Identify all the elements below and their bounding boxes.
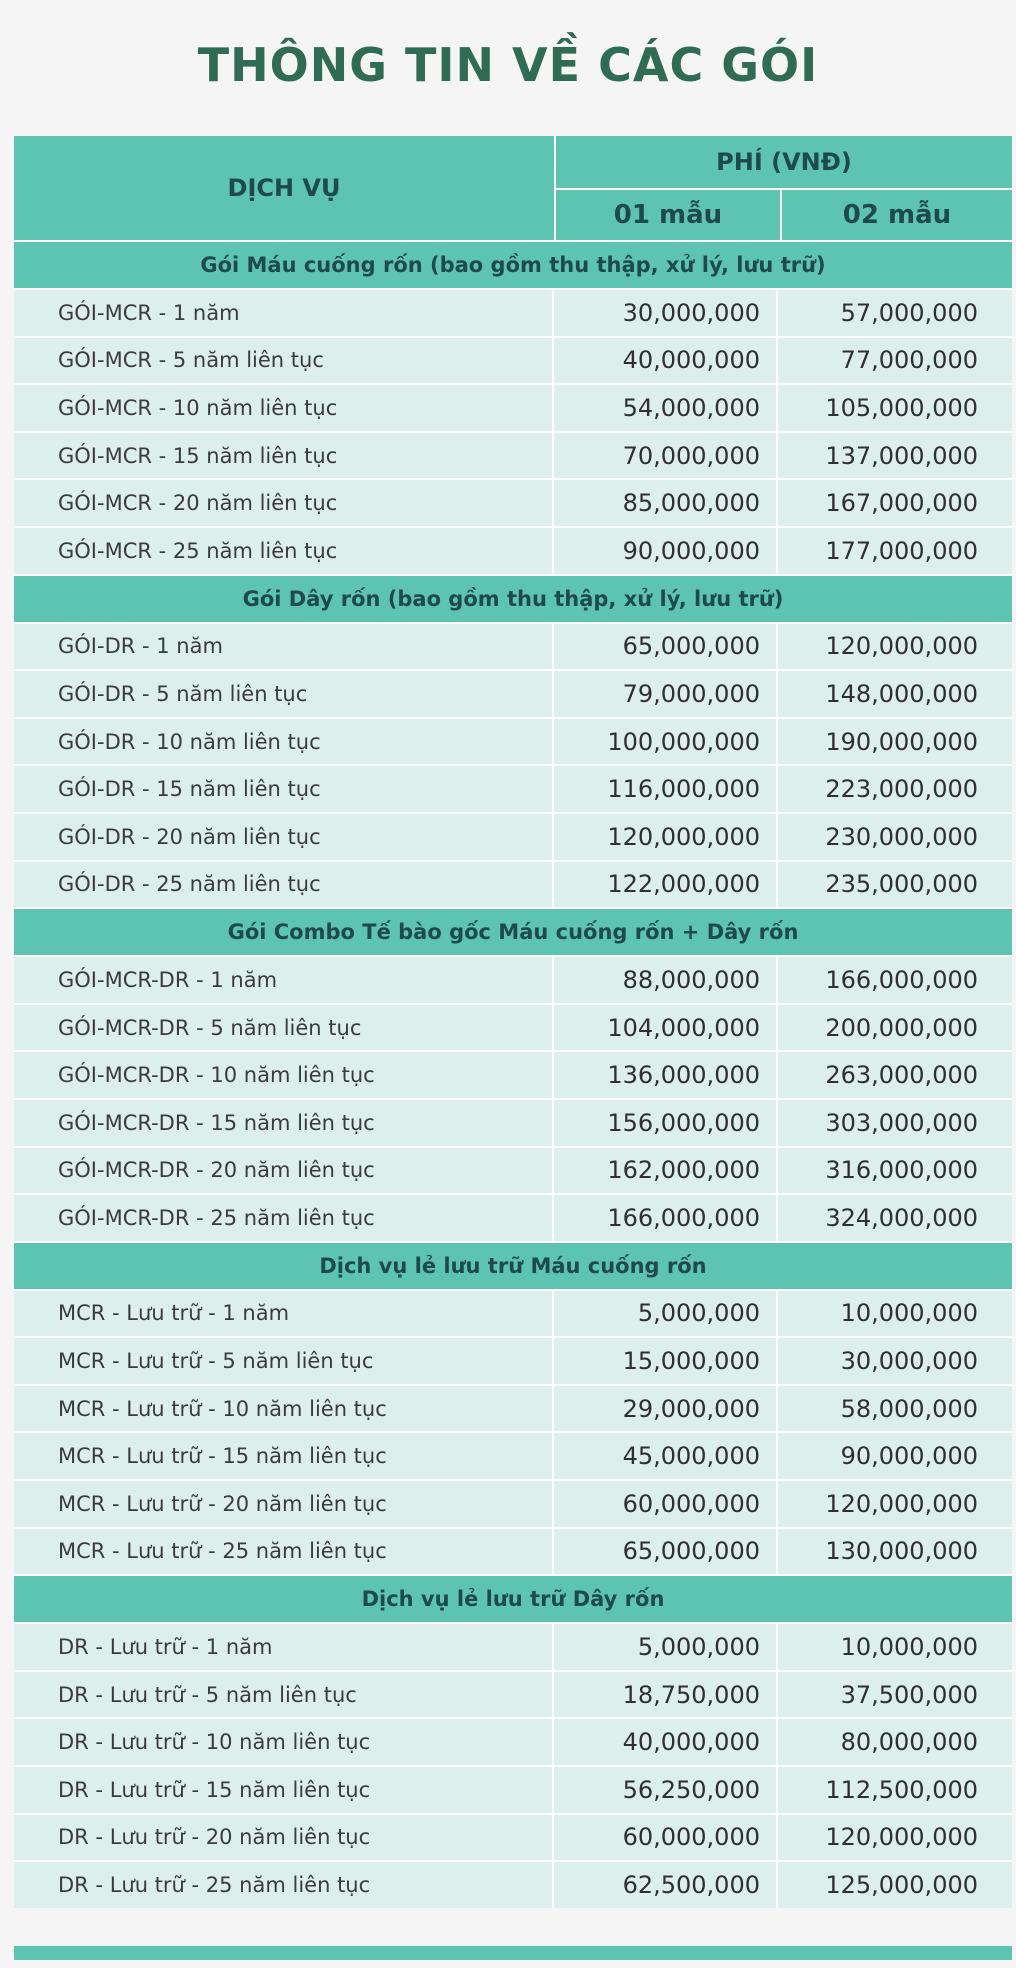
service-name-cell: DR - Lưu trữ - 20 năm liên tục bbox=[14, 1815, 554, 1861]
price-1-sample-cell: 104,000,000 bbox=[554, 1005, 778, 1051]
price-2-sample-cell: 80,000,000 bbox=[840, 1728, 978, 1757]
table-row bbox=[14, 1336, 1012, 1384]
table-row bbox=[14, 764, 1012, 812]
table-row bbox=[14, 955, 1012, 1003]
price-2-sample-cell: 105,000,000 bbox=[825, 393, 978, 422]
price-2-sample-cell: 125,000,000 bbox=[825, 1871, 978, 1900]
table-row bbox=[14, 1003, 1012, 1051]
table-row bbox=[14, 431, 1012, 479]
table-row bbox=[14, 288, 1012, 336]
table-row bbox=[14, 1384, 1012, 1432]
service-name-cell: GÓI-DR - 20 năm liên tục bbox=[14, 814, 554, 860]
table-row bbox=[14, 478, 1012, 526]
table-row bbox=[14, 1860, 1012, 1908]
price-2-sample-cell: 148,000,000 bbox=[825, 679, 978, 708]
price-2-sample-cell: 37,500,000 bbox=[840, 1680, 978, 1709]
price-2-sample-cell: 230,000,000 bbox=[825, 822, 978, 851]
service-name-cell: GÓI-MCR-DR - 15 năm liên tục bbox=[14, 1100, 554, 1146]
price-table bbox=[14, 136, 1012, 1908]
price-1-sample-cell: 40,000,000 bbox=[554, 1719, 778, 1765]
table-row bbox=[14, 1670, 1012, 1718]
price-1-sample-cell: 116,000,000 bbox=[554, 766, 778, 812]
service-name-cell: GÓI-MCR-DR - 5 năm liên tục bbox=[14, 1005, 554, 1051]
price-1-sample-cell: 70,000,000 bbox=[554, 433, 778, 479]
price-1-sample-cell: 166,000,000 bbox=[554, 1195, 778, 1241]
price-1-sample-cell: 162,000,000 bbox=[554, 1148, 778, 1194]
price-2-sample-cell: 57,000,000 bbox=[840, 298, 978, 327]
page-title: THÔNG TIN VỀ CÁC GÓI bbox=[197, 38, 819, 92]
price-2-sample-cell: 120,000,000 bbox=[825, 632, 978, 661]
price-1-sample-cell: 79,000,000 bbox=[554, 671, 778, 717]
table-row bbox=[14, 1765, 1012, 1813]
service-name-cell: DR - Lưu trữ - 10 năm liên tục bbox=[14, 1719, 554, 1765]
table-row bbox=[14, 1289, 1012, 1337]
price-2-sample-cell: 190,000,000 bbox=[825, 727, 978, 756]
price-1-sample-cell: 30,000,000 bbox=[554, 290, 778, 336]
table-row bbox=[14, 1431, 1012, 1479]
service-name-cell: GÓI-MCR - 1 năm bbox=[14, 290, 554, 336]
price-1-sample-cell: 5,000,000 bbox=[554, 1291, 778, 1337]
price-2-sample-cell: 10,000,000 bbox=[840, 1299, 978, 1328]
table-row bbox=[14, 1050, 1012, 1098]
service-name-cell: DR - Lưu trữ - 5 năm liên tục bbox=[14, 1672, 554, 1718]
price-2-sample-cell: 130,000,000 bbox=[825, 1537, 978, 1566]
table-row bbox=[14, 383, 1012, 431]
price-1-sample-cell: 15,000,000 bbox=[554, 1338, 778, 1384]
section-header: Gói Dây rốn (bao gồm thu thập, xử lý, lưu trữ) bbox=[14, 574, 1012, 622]
table-row bbox=[14, 1146, 1012, 1194]
service-name-cell: GÓI-MCR - 5 năm liên tục bbox=[14, 338, 554, 384]
price-1-sample-cell: 65,000,000 bbox=[554, 1529, 778, 1575]
price-2-sample-cell: 177,000,000 bbox=[825, 536, 978, 565]
service-name-cell: GÓI-MCR-DR - 25 năm liên tục bbox=[14, 1195, 554, 1241]
service-name-cell: MCR - Lưu trữ - 25 năm liên tục bbox=[14, 1529, 554, 1575]
price-1-sample-cell: 85,000,000 bbox=[554, 480, 778, 526]
header-service: DỊCH VỤ bbox=[14, 136, 556, 240]
price-1-sample-cell: 100,000,000 bbox=[554, 719, 778, 765]
price-2-sample-cell: 263,000,000 bbox=[825, 1061, 978, 1090]
price-1-sample-cell: 54,000,000 bbox=[554, 385, 778, 431]
service-name-cell: MCR - Lưu trữ - 1 năm bbox=[14, 1291, 554, 1337]
price-2-sample-cell: 166,000,000 bbox=[825, 965, 978, 994]
price-1-sample-cell: 60,000,000 bbox=[554, 1815, 778, 1861]
section-header: Dịch vụ lẻ lưu trữ Dây rốn bbox=[14, 1574, 1012, 1622]
price-1-sample-cell: 122,000,000 bbox=[554, 862, 778, 908]
price-2-sample-cell: 58,000,000 bbox=[840, 1394, 978, 1423]
price-2-sample-cell: 137,000,000 bbox=[825, 441, 978, 470]
header-sample-2: 02 mẫu bbox=[842, 200, 952, 230]
service-name-cell: MCR - Lưu trữ - 10 năm liên tục bbox=[14, 1386, 554, 1432]
price-2-sample-cell: 10,000,000 bbox=[840, 1633, 978, 1662]
table-row bbox=[14, 1622, 1012, 1670]
service-name-cell: GÓI-MCR - 15 năm liên tục bbox=[14, 433, 554, 479]
price-2-sample-cell: 112,500,000 bbox=[825, 1775, 978, 1804]
price-2-sample-cell: 120,000,000 bbox=[825, 1489, 978, 1518]
price-2-sample-cell: 223,000,000 bbox=[825, 775, 978, 804]
price-2-sample-cell: 235,000,000 bbox=[825, 870, 978, 899]
service-name-cell: GÓI-MCR-DR - 10 năm liên tục bbox=[14, 1052, 554, 1098]
price-1-sample-cell: 62,500,000 bbox=[554, 1862, 778, 1908]
table-row bbox=[14, 717, 1012, 765]
price-2-sample-cell: 303,000,000 bbox=[825, 1108, 978, 1137]
service-name-cell: GÓI-DR - 1 năm bbox=[14, 624, 554, 670]
price-1-sample-cell: 88,000,000 bbox=[554, 957, 778, 1003]
price-2-sample-cell: 316,000,000 bbox=[825, 1156, 978, 1185]
service-name-cell: GÓI-MCR-DR - 20 năm liên tục bbox=[14, 1148, 554, 1194]
price-2-sample-cell: 167,000,000 bbox=[825, 489, 978, 518]
service-name-cell: MCR - Lưu trữ - 15 năm liên tục bbox=[14, 1433, 554, 1479]
table-footer-bar bbox=[14, 1946, 1012, 1960]
price-1-sample-cell: 45,000,000 bbox=[554, 1433, 778, 1479]
price-1-sample-cell: 136,000,000 bbox=[554, 1052, 778, 1098]
table-row bbox=[14, 1527, 1012, 1575]
price-1-sample-cell: 65,000,000 bbox=[554, 624, 778, 670]
service-name-cell: MCR - Lưu trữ - 20 năm liên tục bbox=[14, 1481, 554, 1527]
price-1-sample-cell: 120,000,000 bbox=[554, 814, 778, 860]
table-row bbox=[14, 1193, 1012, 1241]
service-name-cell: DR - Lưu trữ - 25 năm liên tục bbox=[14, 1862, 554, 1908]
section-header: Gói Combo Tế bào gốc Máu cuống rốn + Dây rốn bbox=[14, 907, 1012, 955]
service-name-cell: DR - Lưu trữ - 1 năm bbox=[14, 1624, 554, 1670]
price-2-sample-cell: 90,000,000 bbox=[840, 1442, 978, 1471]
price-1-sample-cell: 40,000,000 bbox=[554, 338, 778, 384]
service-name-cell: GÓI-DR - 10 năm liên tục bbox=[14, 719, 554, 765]
table-body bbox=[14, 240, 1012, 1908]
table-row bbox=[14, 860, 1012, 908]
table-row bbox=[14, 1813, 1012, 1861]
price-2-sample-cell: 200,000,000 bbox=[825, 1013, 978, 1042]
price-1-sample-cell: 29,000,000 bbox=[554, 1386, 778, 1432]
table-row bbox=[14, 1479, 1012, 1527]
table-header bbox=[14, 136, 1012, 240]
price-1-sample-cell: 5,000,000 bbox=[554, 1624, 778, 1670]
service-name-cell: GÓI-MCR-DR - 1 năm bbox=[14, 957, 554, 1003]
header-sample-1: 01 mẫu bbox=[556, 190, 782, 240]
table-row bbox=[14, 622, 1012, 670]
table-row bbox=[14, 336, 1012, 384]
service-name-cell: GÓI-MCR - 25 năm liên tục bbox=[14, 528, 554, 574]
price-1-sample-cell: 60,000,000 bbox=[554, 1481, 778, 1527]
price-2-sample-cell: 120,000,000 bbox=[825, 1823, 978, 1852]
price-2-sample-cell: 77,000,000 bbox=[840, 346, 978, 375]
service-name-cell: GÓI-DR - 25 năm liên tục bbox=[14, 862, 554, 908]
price-2-sample-cell: 30,000,000 bbox=[840, 1347, 978, 1376]
table-row bbox=[14, 1098, 1012, 1146]
service-name-cell: MCR - Lưu trữ - 5 năm liên tục bbox=[14, 1338, 554, 1384]
table-row bbox=[14, 669, 1012, 717]
service-name-cell: GÓI-DR - 15 năm liên tục bbox=[14, 766, 554, 812]
section-header: Dịch vụ lẻ lưu trữ Máu cuống rốn bbox=[14, 1241, 1012, 1289]
price-1-sample-cell: 156,000,000 bbox=[554, 1100, 778, 1146]
price-1-sample-cell: 56,250,000 bbox=[554, 1767, 778, 1813]
price-1-sample-cell: 90,000,000 bbox=[554, 528, 778, 574]
section-header: Gói Máu cuống rốn (bao gồm thu thập, xử lý, lưu trữ) bbox=[14, 240, 1012, 288]
table-row bbox=[14, 1717, 1012, 1765]
table-row bbox=[14, 812, 1012, 860]
service-name-cell: DR - Lưu trữ - 15 năm liên tục bbox=[14, 1767, 554, 1813]
service-name-cell: GÓI-MCR - 10 năm liên tục bbox=[14, 385, 554, 431]
service-name-cell: GÓI-DR - 5 năm liên tục bbox=[14, 671, 554, 717]
service-name-cell: GÓI-MCR - 20 năm liên tục bbox=[14, 480, 554, 526]
header-fee: PHÍ (VNĐ) bbox=[556, 136, 1012, 190]
table-row bbox=[14, 526, 1012, 574]
price-1-sample-cell: 18,750,000 bbox=[554, 1672, 778, 1718]
price-2-sample-cell: 324,000,000 bbox=[825, 1203, 978, 1232]
